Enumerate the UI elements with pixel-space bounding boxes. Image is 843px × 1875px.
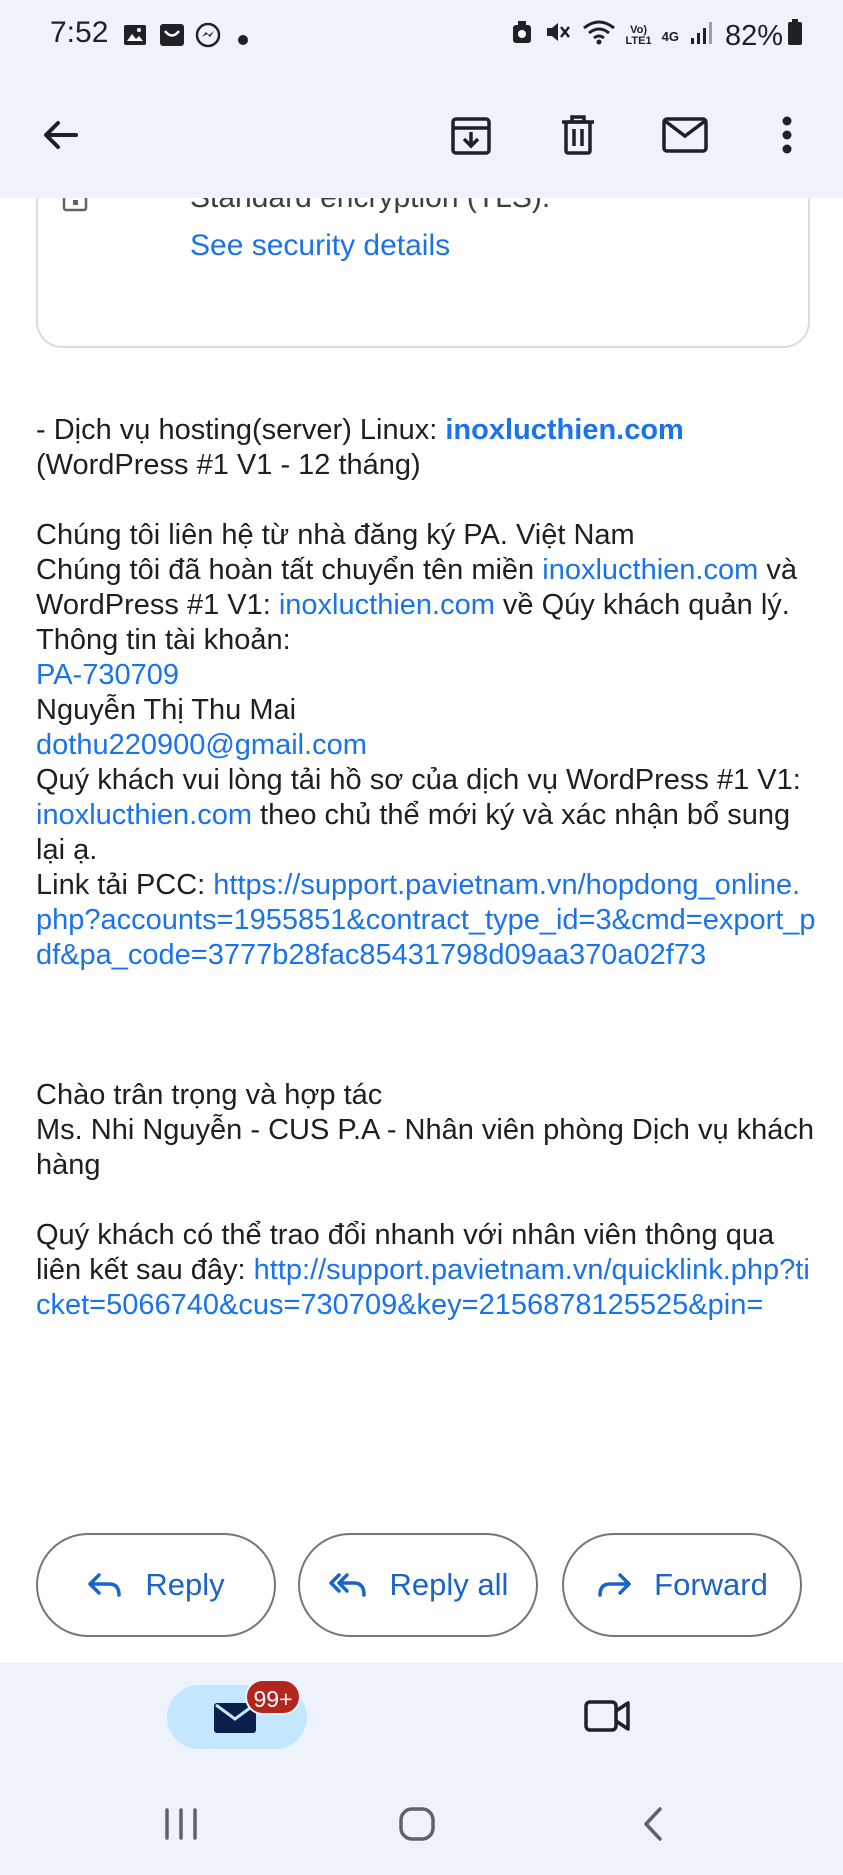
hosting-plan: (WordPress #1 V1 - 12 tháng) bbox=[36, 449, 421, 481]
mail-unread-badge: 99+ bbox=[245, 1679, 301, 1715]
account-id-link[interactable]: PA-730709 bbox=[36, 659, 179, 691]
closing-line: Chào trân trọng và hợp tác bbox=[36, 1079, 383, 1111]
more-vert-icon[interactable] bbox=[757, 105, 817, 165]
reply-all-button[interactable] bbox=[298, 1533, 538, 1637]
hosting-line bbox=[36, 413, 816, 448]
archive-icon[interactable] bbox=[441, 105, 501, 165]
battery-icon bbox=[787, 18, 803, 54]
volte-label: Vo) LTE1 bbox=[625, 24, 652, 47]
signature: Ms. Nhi Nguyễn - CUS P.A - Nhân viên phòng Dịch vụ khách hàng bbox=[36, 1114, 815, 1181]
network-type: 4G bbox=[661, 28, 679, 44]
request-suffix: theo chủ thể mới ký và xác nhận bổ sung lại ạ. bbox=[36, 799, 791, 866]
meet-video-icon[interactable] bbox=[583, 1697, 631, 1740]
transfer-paragraph bbox=[36, 553, 816, 623]
hosting-domain-link[interactable]: inoxlucthien.com bbox=[445, 414, 684, 446]
email-content[interactable] bbox=[0, 198, 843, 1663]
reply-label: Reply bbox=[145, 1567, 225, 1602]
recents-icon[interactable] bbox=[163, 1808, 199, 1845]
email-actions bbox=[36, 1533, 808, 1641]
system-navigation bbox=[0, 1768, 843, 1875]
status-right-icons bbox=[500, 18, 803, 54]
hosting-label: - Dịch vụ hosting(server) Linux: bbox=[36, 414, 446, 446]
account-email-link[interactable]: dothu220900@gmail.com bbox=[36, 729, 367, 761]
reply-all-icon bbox=[328, 1571, 368, 1599]
delete-icon[interactable] bbox=[548, 105, 608, 165]
email-toolbar bbox=[0, 75, 843, 198]
bottom-navigation bbox=[0, 1663, 843, 1768]
contact-line: Chúng tôi liên hệ từ nhà đăng ký PA. Việt Nam bbox=[36, 519, 635, 551]
email-body bbox=[36, 413, 816, 1323]
pcc-label: Link tải PCC: bbox=[36, 869, 214, 901]
forward-icon bbox=[596, 1571, 632, 1599]
forward-button[interactable] bbox=[562, 1533, 802, 1637]
wifi-icon bbox=[582, 19, 616, 53]
transfer-domain-link-2[interactable]: inoxlucthien.com bbox=[278, 589, 495, 621]
transfer-domain-link[interactable]: inoxlucthien.com bbox=[542, 554, 759, 586]
mailbox-icon bbox=[158, 22, 186, 53]
transfer-prefix: Chúng tôi đã hoàn tất chuyển tên miền bbox=[36, 554, 543, 586]
account-name: Nguyễn Thị Thu Mai bbox=[36, 694, 297, 726]
home-icon[interactable] bbox=[398, 1806, 436, 1847]
battery-text: 82% bbox=[724, 19, 783, 52]
signal-icon bbox=[689, 20, 715, 53]
pcc-download-link[interactable]: https://support.pavietnam.vn/hopdong_online.php?accounts=1955851&contract_type_id=3&cmd=export_pdf&pa_code=3777b28fac85431798d09aa370a02f73 bbox=[36, 869, 816, 971]
request-domain-link[interactable]: inoxlucthien.com bbox=[36, 799, 252, 831]
see-security-details-link[interactable]: See security details bbox=[190, 229, 451, 262]
quicklink-paragraph bbox=[36, 1218, 816, 1323]
request-prefix: Quý khách vui lòng tải hồ sơ của dịch vụ WordPress #1 V1: bbox=[36, 764, 801, 796]
forward-label: Forward bbox=[654, 1567, 768, 1602]
quicklink-prefix: Quý khách có thể trao đổi nhanh với nhân viên thông qua liên kết sau đây: bbox=[36, 1219, 775, 1286]
pcc-paragraph bbox=[36, 868, 816, 973]
reply-icon bbox=[87, 1571, 123, 1599]
mute-icon bbox=[544, 19, 572, 53]
quicklink-url-link[interactable]: http://support.pavietnam.vn/quicklink.php?ticket=5066740&cus=730709&key=2156878125525&pin= bbox=[36, 1254, 810, 1321]
alarm-icon bbox=[510, 19, 534, 53]
arrow-back-icon[interactable] bbox=[30, 105, 90, 165]
status-bar bbox=[0, 0, 843, 75]
back-icon[interactable] bbox=[640, 1806, 666, 1847]
account-label: Thông tin tài khoản: bbox=[36, 624, 291, 656]
messenger-icon bbox=[195, 22, 221, 53]
request-paragraph bbox=[36, 763, 816, 868]
dot-icon bbox=[238, 32, 248, 50]
reply-all-label: Reply all bbox=[389, 1567, 509, 1602]
status-time: 7:52 bbox=[50, 16, 109, 49]
transfer-mid: và WordPress #1 V1: bbox=[36, 554, 797, 621]
transfer-suffix: về Qúy khách quản lý. bbox=[494, 589, 790, 621]
mark-unread-icon[interactable] bbox=[655, 105, 715, 165]
gallery-icon bbox=[122, 22, 148, 53]
reply-button[interactable] bbox=[36, 1533, 276, 1637]
